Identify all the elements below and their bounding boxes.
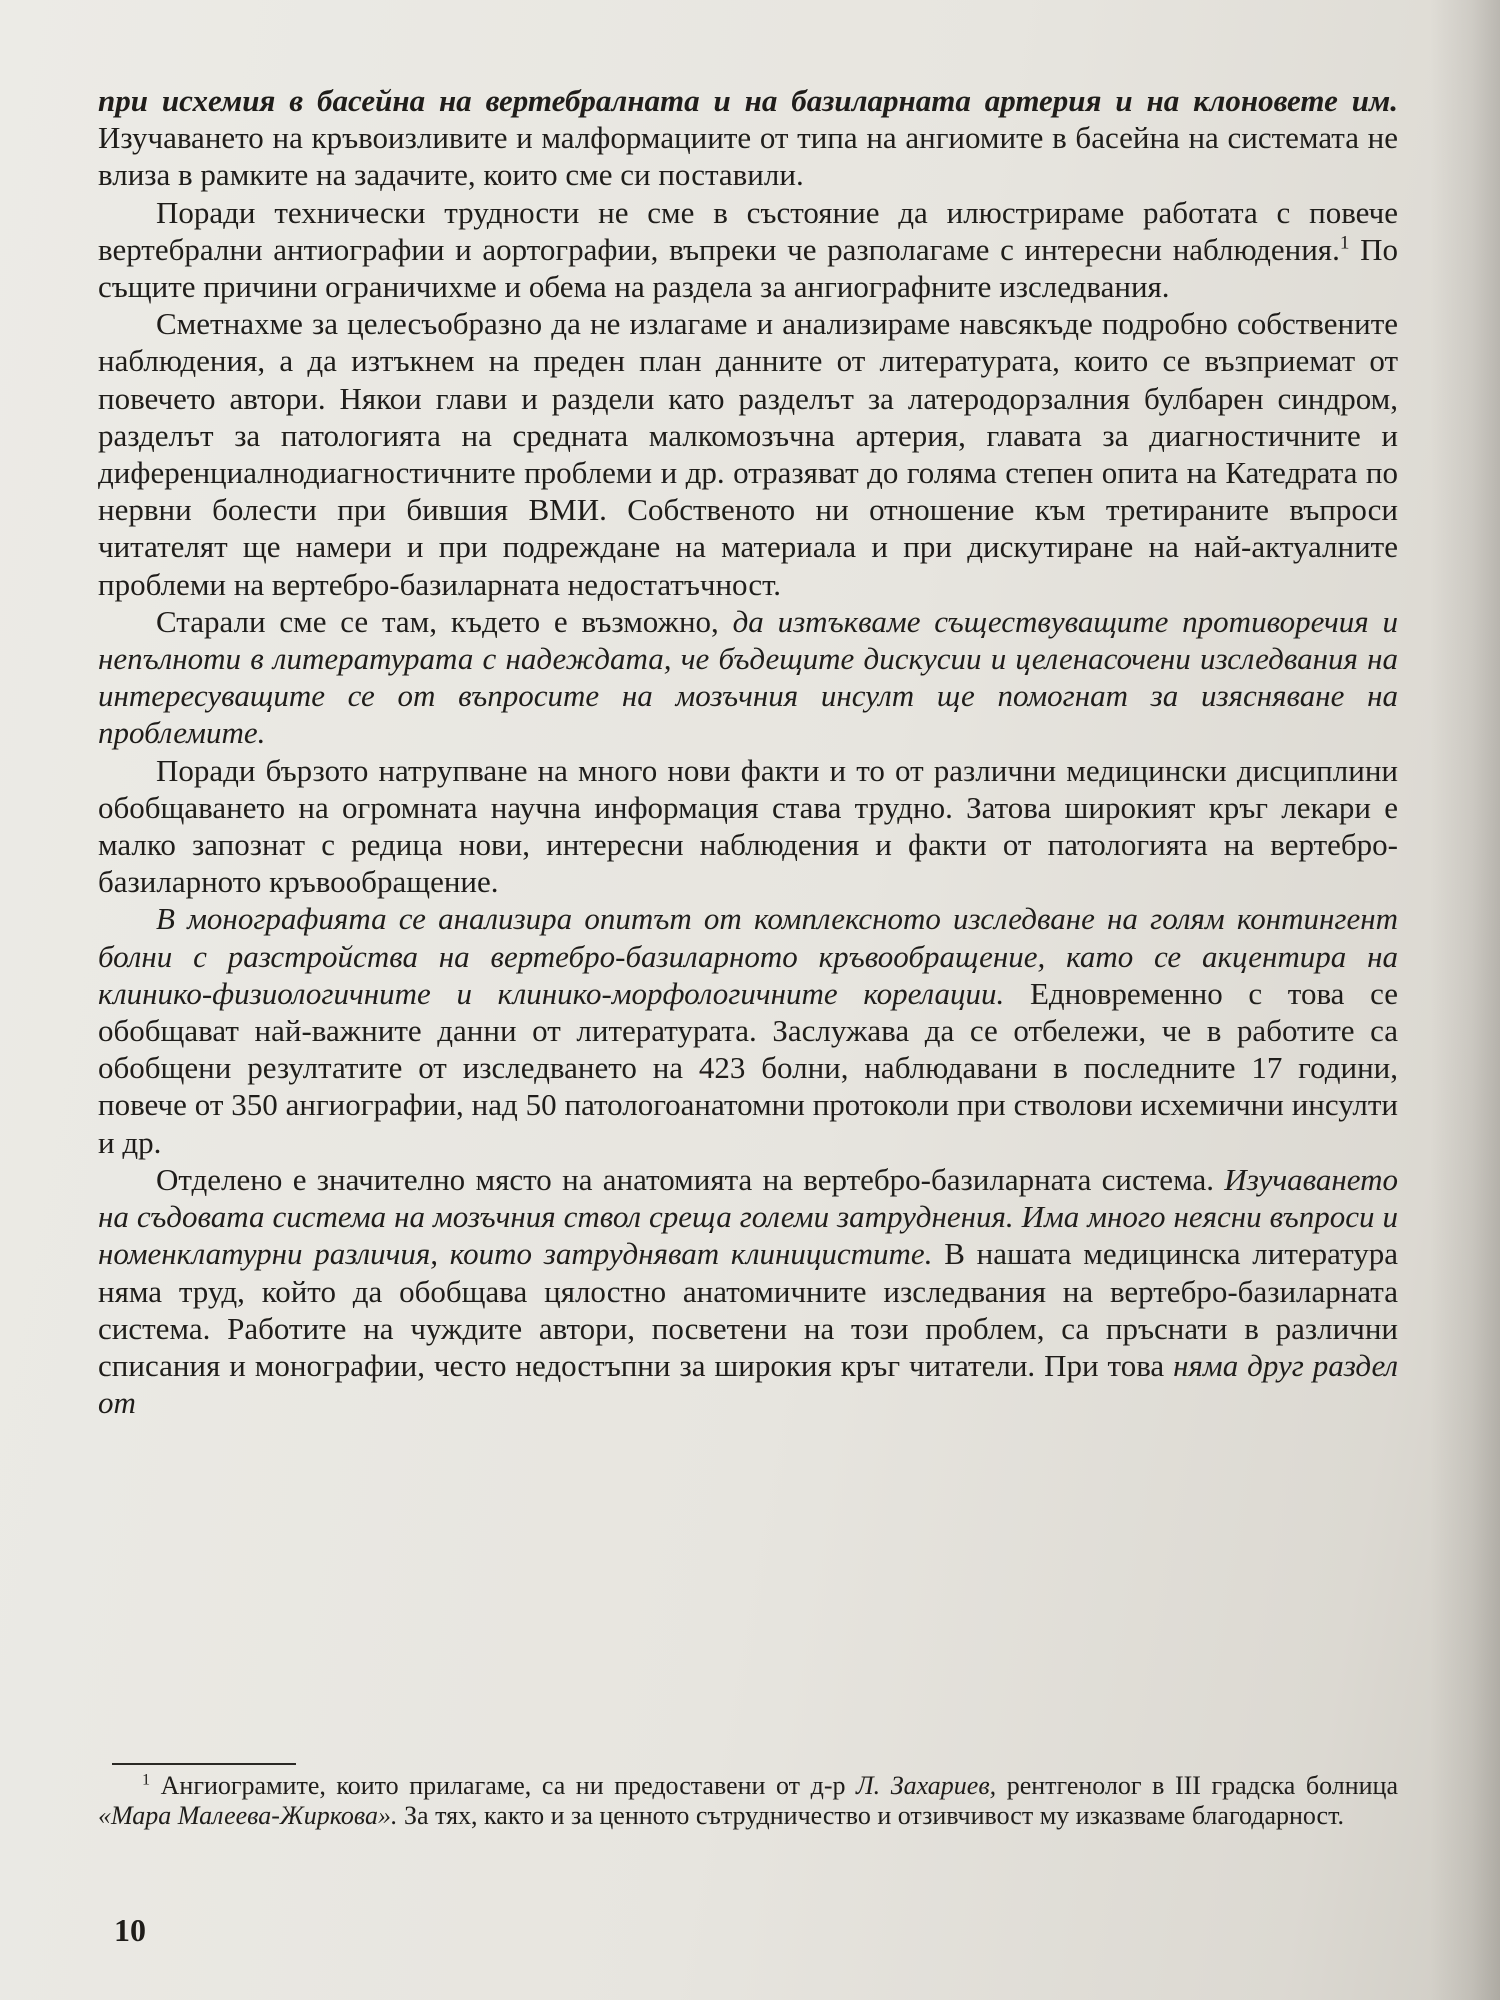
paragraph-4-italic-tail: да изтъкваме съществуващите противоречия и непълноти в литературата с надеждата, че бъдещите дискусии и целенасочени изследвания на интересуващите се от въпросите на мозъчния инсулт ще помогнат за изясняване на проблемите.	[98, 603, 1398, 751]
paragraph-6	[98, 900, 1398, 1160]
paragraph-1-italic-lead: при исхемия в басейна на вертебралната и на базиларната артерия и на клоновете им.	[98, 83, 1398, 118]
paragraph-5-text: Поради бързото натрупване на много нови факти и то от различни медицински дисциплини обобщаването на огромната научна информация става трудно. Затова широкият кръг лекари е малко запознат с редица нови, интересни наблюдения и факти от патологията на вертебро-базиларното кръвообращение.	[98, 752, 1398, 900]
footnote-reference: 1	[1339, 232, 1350, 254]
footnote-divider	[112, 1763, 296, 1765]
paragraph-3	[98, 305, 1398, 603]
footnote-text-middle: рентгенолог в III градска болница	[996, 1771, 1398, 1800]
paragraph-7-italic-tail: няма друг раздел от	[98, 1347, 1398, 1421]
paragraph-4-text: Старали сме се там, където е възможно,	[156, 603, 719, 639]
paragraph-1	[98, 82, 1398, 194]
main-text	[98, 82, 1398, 1421]
page-number: 10	[114, 1912, 146, 1948]
footnote-text-after: За тях, както и за ценното сътрудничество и отзивчивост му изказваме благодарност.	[397, 1801, 1344, 1830]
paragraph-3-text: Сметнахме за целесъобразно да не излагаме и анализираме навсякъде подробно собствените наблюдения, а да изтъкнем на преден план данните от литературата, които се възприемат от повечето автори. Някои глави и раздели като разделът за латеродорзалния булбарен синдром, разделът за патологията на средната малкомозъчна артерия, главата за диагностичните и диференциалнодиагностичните проблеми и др. отразяват до голяма степен опита на Катедрата по нервни болести при бившия ВМИ. Собственото ни отношение към третираните въпроси читателят ще намери и при подреждане на материала и при дискутиране на най-актуалните проблеми на вертебро-базиларната недостатъчност.	[98, 306, 1398, 602]
page-edge-shadow	[1430, 0, 1500, 2000]
footnote	[98, 1771, 1398, 1831]
paragraph-6-text: Едновременно с това се обобщават най-важните данни от литературата. Заслужава да се отбележи, че в работите са обобщени резултатите от изследването на 423 болни, наблюдавани в последните 17 години, повече от 350 ангиографии, над 50 патологоанатомни протоколи при стволови исхемични инсулти и др.	[98, 975, 1398, 1160]
footnote-text-before: Ангиограмите, които прилагаме, са ни предоставени от д-р	[150, 1771, 846, 1800]
paragraph-7	[98, 1161, 1398, 1421]
paragraph-4	[98, 603, 1398, 752]
paragraph-7-text-after: В нашата медицинска литература няма труд, който да обобщава цялостно анатомичните изследвания на вертебро-базиларната система. Работите на чуждите автори, посветени на този проблем, са пръснати в различни списания и монографии, често недостъпни за широкия кръг читатели. При това	[98, 1236, 1398, 1383]
footnote-mark: 1	[142, 1771, 151, 1789]
paragraph-2-text: Поради технически трудности не сме в състояние да илюстрираме работата с повече вертебрални антиографии и аортографии, въпреки че разполагаме с интересни наблюдения.	[98, 194, 1398, 267]
paragraph-2	[98, 194, 1398, 306]
paragraph-1-text: Изучаването на кръвоизливите и малформациите от типа на ангиомите в басейна на системата не влиза в рамките на задачите, които сме си поставили.	[98, 120, 1398, 193]
paragraph-5	[98, 752, 1398, 901]
footnote-italic-hospital: «Мара Малеева-Жиркова».	[98, 1801, 398, 1830]
footnote-italic-name: Л. Захариев,	[845, 1771, 997, 1800]
paragraph-7-text: Отделено е значително място на анатомията на вертебро-базиларната система.	[156, 1161, 1214, 1197]
paragraph-7-italic-mid: Изучаването на съдовата система на мозъчния ствол среща големи затруднения. Има много неясни въпроси и номенклатурни различия, които затрудняват клиницистите.	[98, 1161, 1398, 1272]
paragraph-6-italic-lead: В монографията се анализира опитът от комплексното изследване на голям контингент болни с разстройства на вертебро-базиларното кръвообращение, като се акцентира на клинико-физиологичните и клинико-морфологичните корелации.	[98, 901, 1398, 1011]
paragraph-2-text-after: По същите причини ограничихме и обема на раздела за ангиографните изследвания.	[98, 231, 1399, 305]
